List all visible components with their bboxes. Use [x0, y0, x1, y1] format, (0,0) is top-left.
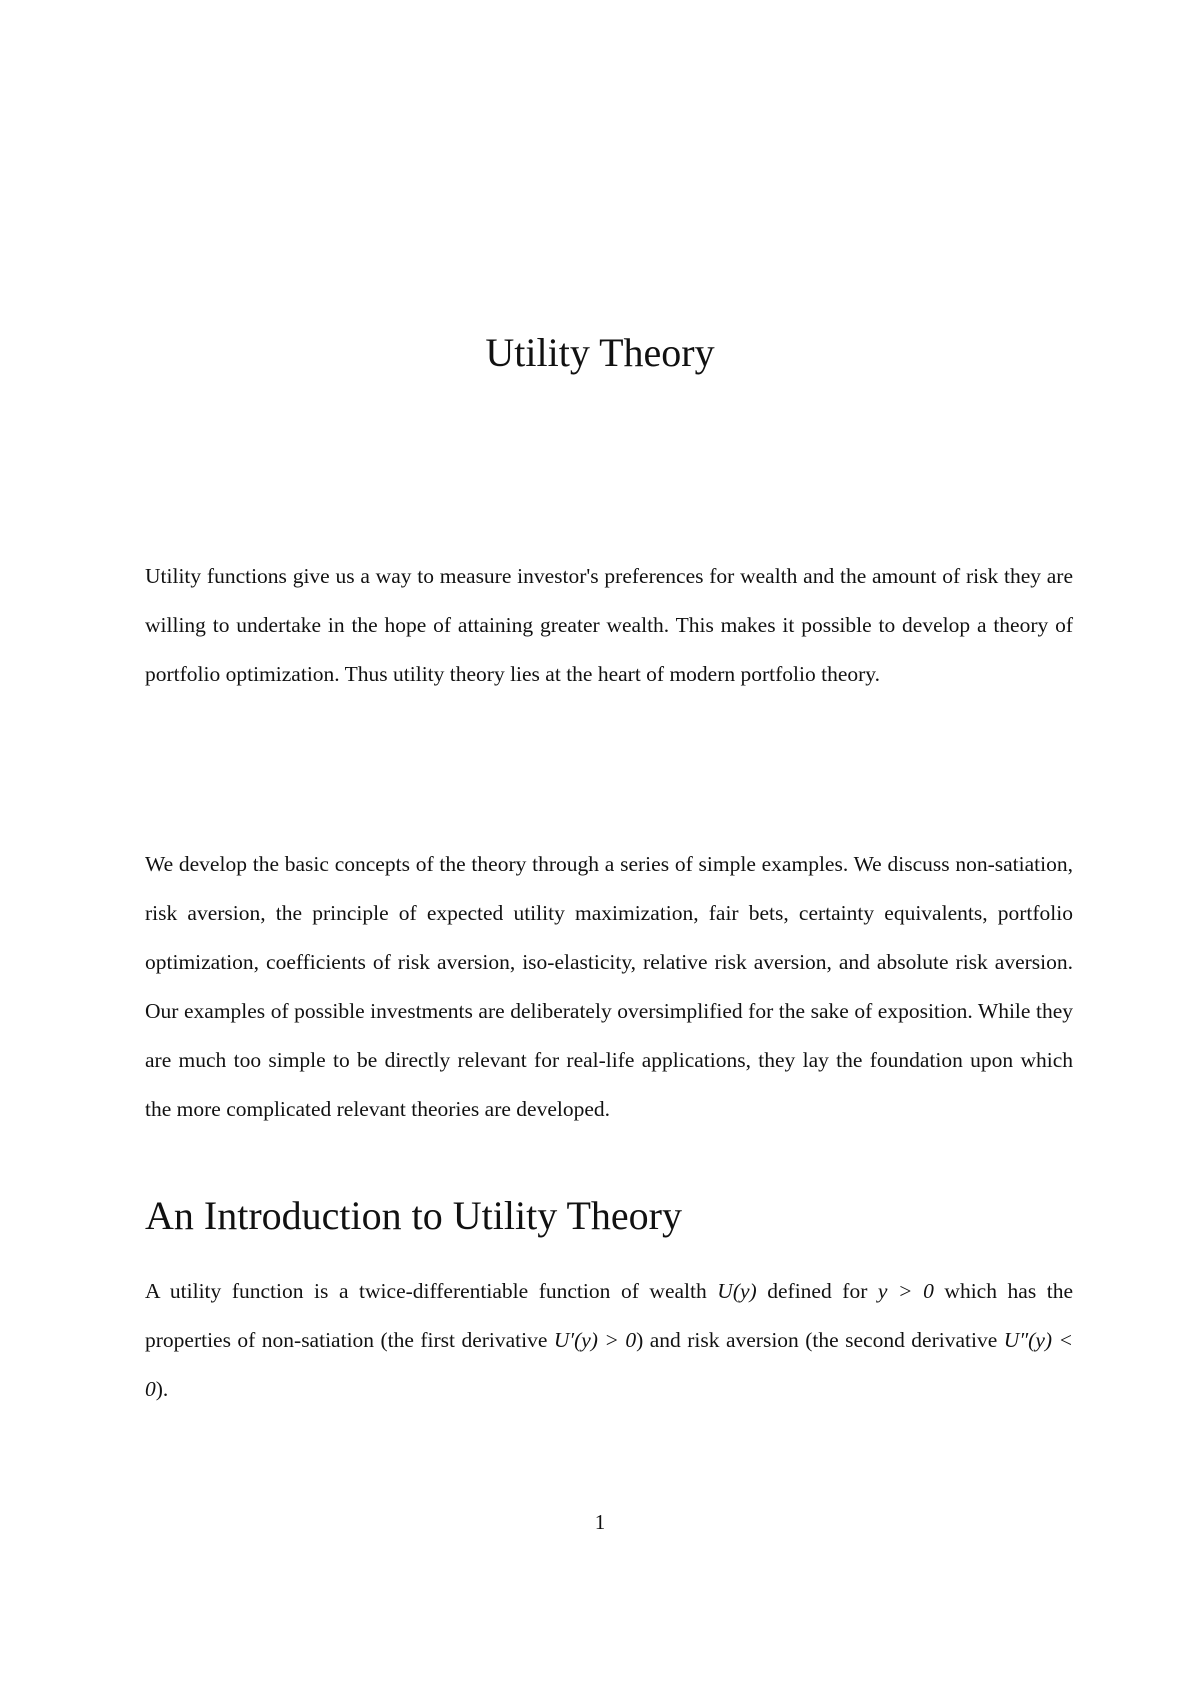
intro-paragraph: Utility functions give us a way to measure investor's preferences for wealth and the amount of risk they are willing to undertake in the hope of attaining greater wealth. This makes it possible to develop a theory of portfolio optimization. Thus utility theory lies at the heart of modern portfolio theory. [145, 564, 1073, 686]
math-wealth-positive: y > 0 [877, 1279, 934, 1303]
definition-text-5: ). [155, 1377, 169, 1401]
math-second-derivative: U″(y) < 0 [145, 1328, 1073, 1401]
definition-text-1: A utility function is a twice-differentiable function of wealth [145, 1279, 718, 1303]
page-number: 1 [594, 1510, 606, 1534]
document-title: Utility Theory [485, 330, 715, 375]
math-first-derivative: U′(y) > 0 [553, 1328, 637, 1352]
section-heading: An Introduction to Utility Theory [145, 1193, 682, 1238]
definition-paragraph [145, 1267, 1073, 1414]
definition-text-2: defined for [756, 1279, 878, 1303]
overview-paragraph: We develop the basic concepts of the theory through a series of simple examples. We discuss non-satiation, risk aversion, the principle of expected utility maximization, fair bets, certainty equivalents, portfolio optimization, coefficients of risk aversion, iso-elasticity, relative risk aversion, and absolute risk aversion. Our examples of possible investments are deliberately oversimplified for the sake of exposition. While they are much too simple to be directly relevant for real-life applications, they lay the foundation upon which the more complicated relevant theories are developed. [145, 852, 1073, 1121]
math-utility-function: U(y) [717, 1279, 757, 1303]
definition-text-3: which has the properties of non-satiation (the first derivative [145, 1279, 1074, 1352]
definition-text-4: ) and risk aversion (the second derivative [636, 1328, 1004, 1352]
